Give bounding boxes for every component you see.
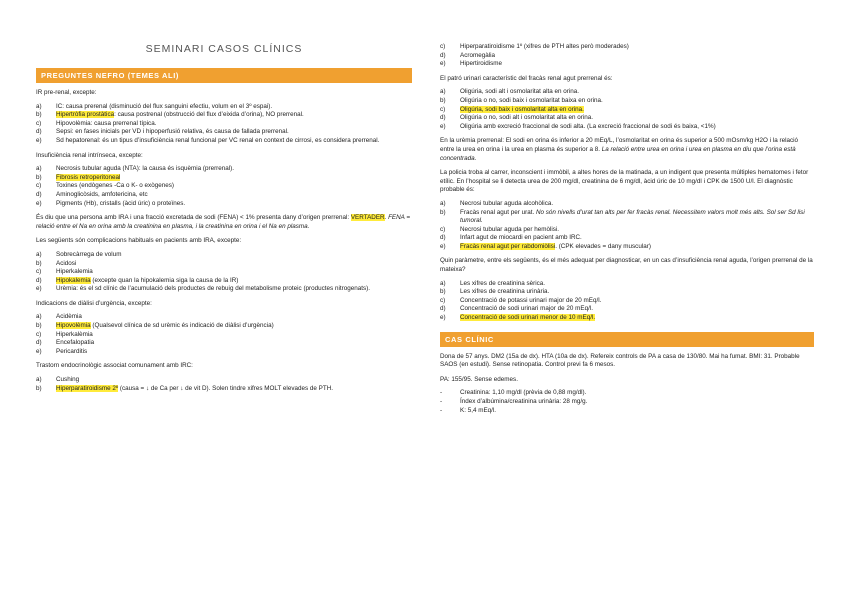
right-column — [440, 43, 814, 415]
question-4: Les següents són complicacions habituals en pacients amb IRA, excepte: — [36, 237, 242, 245]
option: a) Les xifres de creatinina sèrica. — [440, 279, 546, 287]
option: a) Acidèmia — [36, 313, 82, 321]
option: e) Concentració de sodi urinari menor de 10 mEq/l. — [440, 314, 596, 322]
option: a) Sobrecàrrega de volum — [36, 250, 122, 258]
option: d) Sepsi: en fases inicials per VD i hipoperfusió relativa, és causa de fallada prerrenal. — [36, 128, 289, 136]
question-9-options — [440, 200, 814, 252]
option: b) Hipertròfia prostàtica: causa postrenal (obstrucció del flux d’eixida d’orina), NO prerrenal. — [36, 111, 304, 119]
option: b) Hipovolèmia (Qualsevol clínica de sd urèmic és indicació de diàlisi d’urgència) — [36, 322, 274, 330]
option: e) Pericarditis — [36, 347, 88, 355]
option: e) Urèmia: és el sd clínic de l’acumulació dels productes de rebuig del metabolisme proteic (productes nitrogenats). — [36, 285, 370, 293]
list-item: - Creatinina: 1,10 mg/dl (prèvia de 0,88 mg/dl). — [440, 389, 587, 397]
option: c) Oligúria, sodi baix i osmolaritat alta en orina. — [440, 105, 584, 113]
option: c) Necrosi tubular aguda per hemòlisi. — [440, 225, 560, 233]
option: b) Hiperparatiroidisme 2º (causa = ↓ de Ca per ↓ de vit D). Solen tindre xifres MOLT elevades de PTH. — [36, 384, 333, 392]
option: b) Fibrosis retroperitoneal — [36, 173, 121, 181]
option: e) Sd hepatorenal: és un tipus d’insuficiència renal funcional per VC renal en context de cirrosi, es considera prerrenal. — [36, 136, 380, 144]
question-10: Quin paràmetre, entre els següents, és el més adequat per diagnosticar, en un cas d’insuficiència renal aguda, l’origen prerrenal de la mateixa? — [440, 257, 813, 274]
option: b) Oligúria o no, sodi baix i osmolaritat baixa en orina. — [440, 96, 603, 104]
option: c) Concentració de potassi urinari major de 20 mEq/l. — [440, 296, 602, 304]
section-header-nefro: PREGUNTES NEFRO (TEMES ALI) — [36, 68, 412, 83]
option: c) Hiperparatiroidisme 1º (xifres de PTH altes però moderades) — [440, 43, 629, 50]
question-7: El patró urinari característic del fracàs renal agut prerrenal és: — [440, 74, 613, 82]
question-5: Indicacions de diàlisi d’urgència, excepte: — [36, 299, 152, 307]
option: a) Necrosi tubular aguda alcohòlica. — [440, 199, 554, 207]
option: d) Aminoglicòsids, amfotericina, etc — [36, 190, 148, 198]
option: b) Fracàs renal agut per urat. No són nivells d’urat tan alts per fer fracàs renal. Necessitem valors molt més alts. Sol ser Sd lisi tumoral. — [440, 208, 805, 225]
question-2: Insuficiència renal intrínseca, excepte: — [36, 151, 143, 159]
option: d) Concentració de sodi urinari major de 20 mEq/l. — [440, 305, 594, 313]
question-4-options — [36, 251, 412, 294]
question-5-options — [36, 313, 412, 356]
list-item: - Índex d’albúmina/creatinina urinària: 28 mg/g. — [440, 398, 588, 405]
option: d) Acromegàlia — [440, 51, 495, 59]
option: e) Fracàs renal agut per rabdomiòlisi. (CPK elevades = dany muscular) — [440, 242, 651, 250]
case-paragraph-2: PA: 155/95. Sense edemes. — [440, 375, 518, 383]
case-paragraph-1: Dona de 57 anys. DM2 (15a de dx). HTA (10a de dx). Refereix controls de PA a casa de 130/80. Mai ha fumat. BMI: 31. Probable SAOS (en estudi). Sense retinopatia. Control previ fa 6 mesos. — [440, 352, 800, 369]
question-9: La policia troba al carrer, inconscient i immòbil, a altes hores de la matinada, a un indigent que presenta múltiples hematomes i fetor etílic. En l’hospital se li detecta urea de 200 mg/dl, creatinina de 6 mg/dl, àcid úric de 10 mg/dl i CPK de 1500 U/l. El diagnòstic probable és: — [440, 169, 809, 194]
option: d) Infart agut de miocardi en pacient amb IRC. — [440, 234, 582, 242]
option: b) Les xifres de creatinina urinària. — [440, 288, 550, 296]
list-item: - K: 5,4 mEq/l. — [440, 406, 497, 414]
option: c) Hipovolèmia: causa prerrenal típica. — [36, 119, 157, 127]
option: d) Oligúria o no, sodi alt i osmolaritat alta en orina. — [440, 114, 594, 122]
option: e) Hipertiroidisme — [440, 60, 502, 68]
option: a) Oligúria, sodi alt i osmolaritat alta en orina. — [440, 88, 579, 96]
question-1-options — [36, 103, 412, 146]
question-2-options — [36, 165, 412, 208]
section-header-cas-clinic: CAS CLÍNIC — [440, 332, 814, 347]
option: e) Pigments (Hb), cristalls (àcid úric) o proteïnes. — [36, 199, 186, 207]
question-7-options — [440, 88, 814, 131]
option: d) Encefalopatia — [36, 339, 95, 347]
question-1: IR pre-renal, excepte: — [36, 89, 97, 96]
option: c) Hiperkalemia — [36, 268, 93, 276]
option: c) Toxines (endògenes -Ca o K- o exògenes) — [36, 182, 174, 190]
question-6-options — [36, 376, 412, 393]
question-10-options — [440, 280, 814, 323]
option: a) IC: causa prerenal (disminució del flux sanguini efectiu, volum en el 3º espai). — [36, 102, 273, 110]
question-3: És diu que una persona amb IRA i una fracció excretada de sodi (FENA) < 1% presenta dany d’origen prerrenal: VERTADER. FENA = relació entre el Na en orina amb la creatinina en plasma, i la creatinina en orina i el Na en plasma. — [36, 214, 411, 230]
question-6-options-continued — [440, 43, 814, 69]
case-bullet-list — [440, 389, 814, 415]
question-8: En la urèmia prerrenal: El sodi en orina és inferior a 20 mEq/L, l’osmolaritat en orina és superior a 500 mOsm/kg H2O i la relació entre la urea en orina i la urea en plasma és superior a 8. La relació entre urea en orina i urea en plasma en diu que l’orina està concentrada. — [440, 137, 799, 162]
document-title: SEMINARI CASOS CLÍNICS — [145, 43, 303, 55]
option: e) Oligúria amb excreció fraccional de sodi alta. (La excreció fraccional de sodi és baixa, <1%) — [440, 122, 716, 130]
option: b) Acidosi — [36, 259, 77, 267]
option: a) Cushing — [36, 376, 80, 384]
option: a) Necrosis tubular aguda (NTA): la causa és isquèmia (prerrenal). — [36, 165, 235, 173]
question-6: Trastorn endocrinològic associat comunament amb IRC: — [36, 362, 193, 370]
option: c) Hiperkalèmia — [36, 330, 93, 338]
option: d) Hipokalemia (excepte quan la hipokalemia siga la causa de la IR) — [36, 276, 239, 284]
left-column — [36, 0, 412, 393]
